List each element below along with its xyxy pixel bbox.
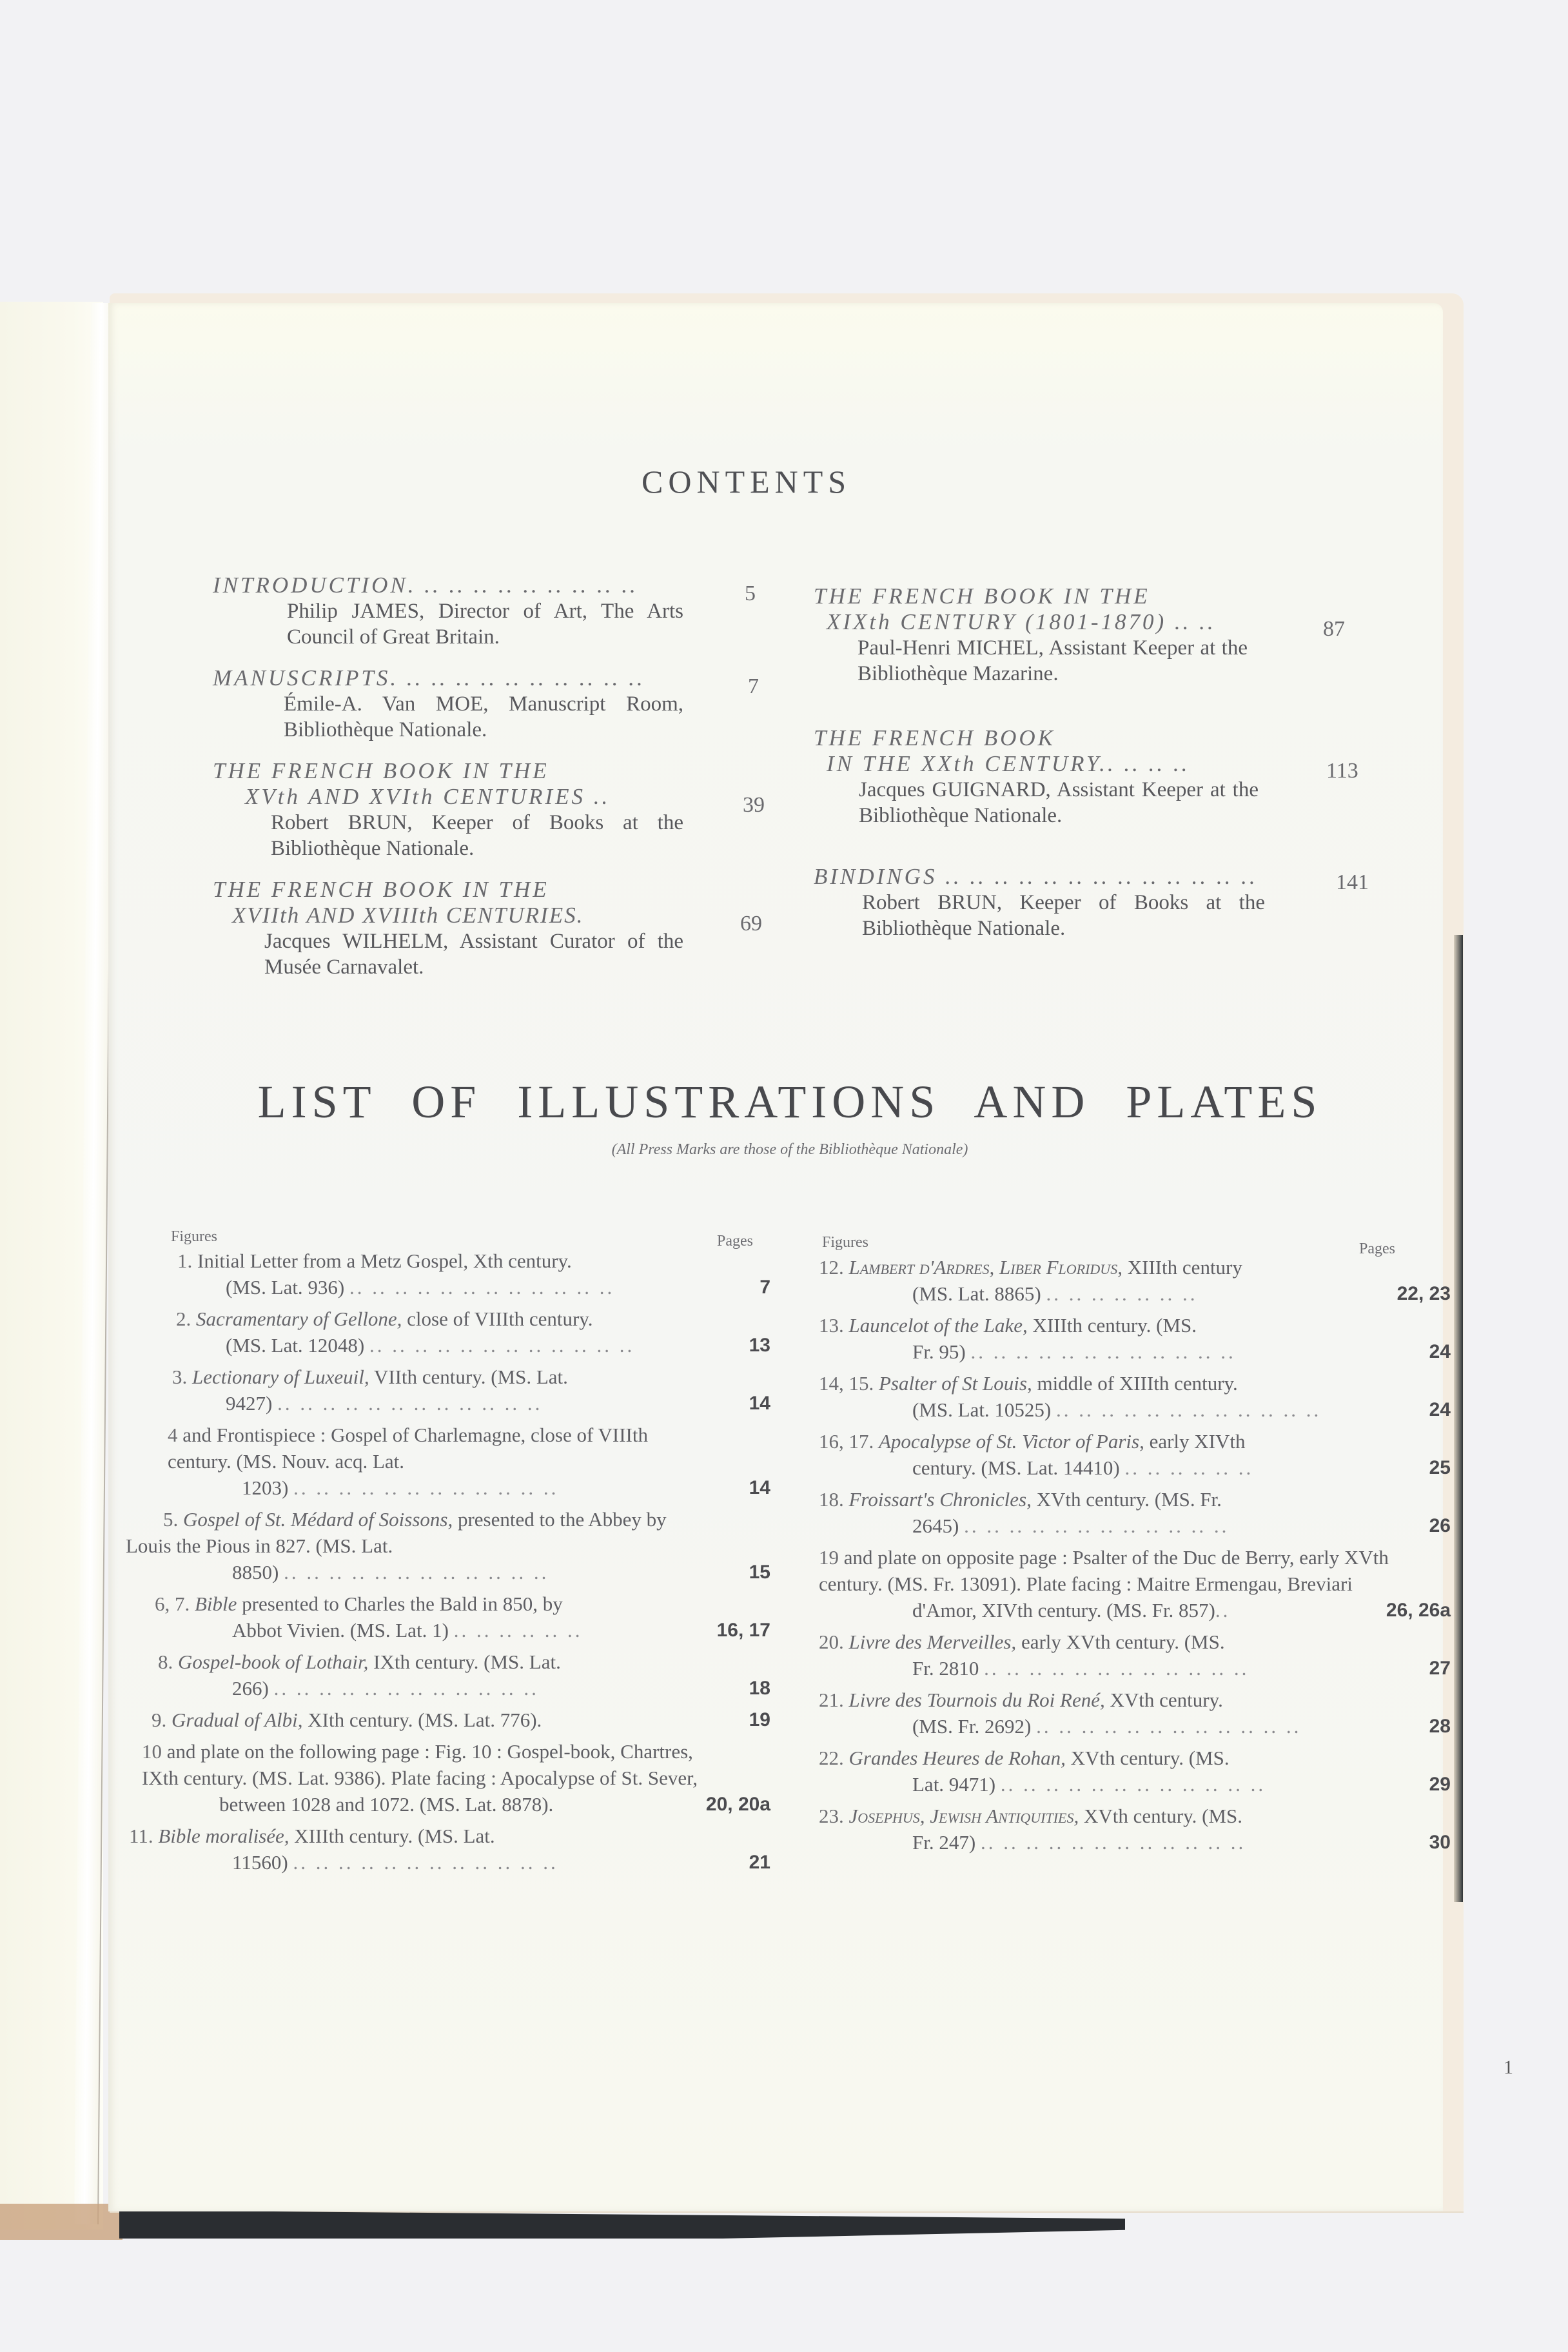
- figure-entry[interactable]: 6, 7. Bible presented to Charles the Bald in 850, by Abbot Vivien. (MS. Lat. 1) .. .. .. .. .. .. 16, 17: [126, 1591, 770, 1643]
- toc-heading: BINDINGS .. .. .. .. .. .. .. .. .. .. .. .. ..: [814, 864, 1258, 889]
- illustrations-title: LIST OF ILLUSTRATIONS AND PLATES: [257, 1076, 1322, 1128]
- figure-entry[interactable]: 10 and plate on the following page : Fig. 10 : Gospel-book, Chartres, IXth century. (MS. Lat. 9386). Plate facing : Apocalypse of St. Sever, between 1028 and 1072. (MS. Lat. 8878). 20, 20a: [126, 1738, 770, 1818]
- figure-entry[interactable]: 5. Gospel of St. Médard of Soissons, presented to the Abbey by Louis the Pious in 827. (MS. Lat. 8850) .. .. .. .. .. .. .. .. .. .. .. .. 15: [126, 1506, 770, 1585]
- figure-entry[interactable]: 3. Lectionary of Luxeuil, VIIth century. (MS. Lat. 9427) .. .. .. .. .. .. .. .. .. .. .. .. 14: [126, 1364, 770, 1416]
- figure-entry[interactable]: 18. Froissart's Chronicles, XVth century. (MS. Fr. 2645) .. .. .. .. .. .. .. .. .. .. .. .. 26: [819, 1486, 1451, 1539]
- toc-page-number: 5: [745, 582, 756, 605]
- toc-author: Philip JAMES, Director of Art, The Arts Council of Great Britain.: [287, 600, 683, 649]
- toc-page-number: 113: [1326, 759, 1358, 783]
- figure-page: 26: [1429, 1515, 1451, 1536]
- toc-entry[interactable]: [213, 758, 774, 861]
- toc-entry[interactable]: [814, 864, 1381, 941]
- figure-entry[interactable]: 11. Bible moralisée, XIIIth century. (MS. Lat. 11560) .. .. .. .. .. .. .. .. .. .. .. .. 21: [126, 1823, 770, 1876]
- toc-heading: THE FRENCH BOOK IN THE XIXth CENTURY (1801-1870) .. ..: [814, 583, 1216, 634]
- figure-page: 27: [1429, 1658, 1451, 1679]
- figure-entry[interactable]: 9. Gradual of Albi, XIth century. (MS. Lat. 776). 19: [126, 1707, 770, 1733]
- figure-entry[interactable]: 13. Launcelot of the Lake, XIIIth century. (MS. Fr. 95) .. .. .. .. .. .. .. .. .. .. .. .. 24: [819, 1312, 1451, 1365]
- figure-page: 26, 26a: [1386, 1600, 1451, 1621]
- figure-page: 14: [749, 1477, 770, 1498]
- toc-author: Robert BRUN, Keeper of Books at the Bibliothèque Nationale.: [271, 811, 683, 860]
- figure-page: 25: [1429, 1457, 1451, 1478]
- figures-column-header: Figures: [822, 1234, 868, 1251]
- figure-page: 7: [760, 1277, 770, 1298]
- figure-page: 29: [1429, 1774, 1451, 1795]
- figure-page: 21: [749, 1852, 770, 1873]
- figure-entry[interactable]: 19 and plate on opposite page : Psalter of the Duc de Berry, early XVth century. (MS. Fr. 13091). Plate facing : Maitre Ermengau, Breviari d'Amor, XIVth century. (MS. Fr. 857).. 26, 26a: [819, 1544, 1451, 1623]
- pages-column-header: Pages: [1359, 1240, 1395, 1257]
- toc-page-number: 39: [743, 793, 765, 817]
- figures-right-column: [819, 1254, 1451, 1861]
- figure-entry[interactable]: 16, 17. Apocalypse of St. Victor of Paris, early XIVth century. (MS. Lat. 14410) .. .. .. .. .. .. 25: [819, 1428, 1451, 1481]
- toc-author: Jacques WILHELM, Assistant Curator of the Musée Carnavalet.: [264, 930, 683, 979]
- figures-left-column: [126, 1248, 770, 1881]
- toc-heading: THE FRENCH BOOK IN THE XVIIth AND XVIIIth CENTURIES.: [213, 877, 584, 928]
- figure-page: 13: [749, 1335, 770, 1356]
- page-folio: 1: [1504, 2057, 1513, 2078]
- toc-heading: THE FRENCH BOOK IN THE XVth AND XVIth CENTURIES ..: [213, 758, 611, 809]
- cover-bottom-edge: [119, 2210, 1125, 2239]
- figure-entry[interactable]: 20. Livre des Merveilles, early XVth century. (MS. Fr. 2810 .. .. .. .. .. .. .. .. .. .. .. .. 27: [819, 1629, 1451, 1681]
- cover-spine-shadow: [1454, 935, 1463, 1902]
- figure-page: 30: [1429, 1832, 1451, 1853]
- toc-page-number: 69: [740, 912, 762, 936]
- toc-heading: THE FRENCH BOOK IN THE XXth CENTURY.. .. .. ..: [814, 725, 1190, 776]
- figure-page: 16, 17: [716, 1620, 770, 1641]
- toc-author: Jacques GUIGNARD, Assistant Keeper at the Bibliothèque Nationale.: [859, 778, 1259, 827]
- figure-entry[interactable]: 23. Josephus, Jewish Antiquities, XVth century. (MS. Fr. 247) .. .. .. .. .. .. .. .. .. .. .. .. 30: [819, 1803, 1451, 1856]
- toc-left-column: [213, 573, 774, 995]
- toc-entry[interactable]: [213, 573, 774, 650]
- figure-entry[interactable]: 4 and Frontispiece : Gospel of Charlemagne, close of VIIIth century. (MS. Nouv. acq. Lat. 1203) .. .. .. .. .. .. .. .. .. .. .. .. 14: [126, 1422, 770, 1501]
- toc-page-number: 87: [1323, 617, 1345, 641]
- toc-entry[interactable]: [814, 583, 1381, 687]
- toc-page-number: 7: [748, 674, 759, 698]
- toc-right-column: [814, 583, 1381, 957]
- figure-entry[interactable]: 22. Grandes Heures de Rohan, XVth century. (MS. Lat. 9471) .. .. .. .. .. .. .. .. .. .. .. .. 29: [819, 1745, 1451, 1798]
- toc-page-number: 141: [1336, 870, 1369, 894]
- figure-entry[interactable]: 2. Sacramentary of Gellone, close of VIIIth century. (MS. Lat. 12048) .. .. .. .. .. .. .. .. .. .. .. .. 13: [126, 1306, 770, 1358]
- toc-author: Robert BRUN, Keeper of Books at the Bibliothèque Nationale.: [862, 891, 1265, 940]
- figure-page: 20, 20a: [705, 1794, 770, 1815]
- pages-column-header: Pages: [717, 1233, 753, 1250]
- toc-heading: INTRODUCTION. .. .. .. .. .. .. .. .. ..: [213, 573, 638, 598]
- figure-entry[interactable]: 8. Gospel-book of Lothair, IXth century. (MS. Lat. 266) .. .. .. .. .. .. .. .. .. .. .. .. 18: [126, 1649, 770, 1701]
- figure-page: 15: [749, 1562, 770, 1583]
- figure-page: 19: [749, 1709, 770, 1730]
- figure-entry[interactable]: 1. Initial Letter from a Metz Gospel, Xth century. (MS. Lat. 936) .. .. .. .. .. .. .. .. .. .. .. .. 7: [126, 1248, 770, 1300]
- cover-corner: [0, 2204, 122, 2240]
- figure-page: 28: [1429, 1716, 1451, 1737]
- toc-entry[interactable]: [213, 665, 774, 743]
- toc-entry[interactable]: [213, 877, 774, 980]
- figure-entry[interactable]: 14, 15. Psalter of St Louis, middle of XIIIth century. (MS. Lat. 10525) .. .. .. .. .. .. .. .. .. .. .. .. 24: [819, 1370, 1451, 1423]
- toc-author: Paul-Henri MICHEL, Assistant Keeper at the Bibliothèque Mazarine.: [858, 636, 1248, 685]
- figure-page: 24: [1429, 1341, 1451, 1362]
- figure-page: 24: [1429, 1399, 1451, 1420]
- figure-page: 18: [749, 1678, 770, 1699]
- figure-page: 14: [749, 1393, 770, 1414]
- toc-author: Émile-A. Van MOE, Manuscript Room, Bibliothèque Nationale.: [284, 692, 683, 741]
- toc-heading: MANUSCRIPTS. .. .. .. .. .. .. .. .. .. ..: [213, 665, 645, 691]
- toc-entry[interactable]: [814, 725, 1381, 828]
- illustrations-subtitle: (All Press Marks are those of the Bibliothèque Nationale): [611, 1141, 968, 1158]
- contents-title: CONTENTS: [642, 464, 852, 500]
- figure-page: 22, 23: [1396, 1283, 1451, 1304]
- figure-entry[interactable]: 21. Livre des Tournois du Roi René, XVth century. (MS. Fr. 2692) .. .. .. .. .. .. .. .. .. .. .. .. 28: [819, 1687, 1451, 1740]
- figure-entry[interactable]: 12. Lambert d'Ardres, Liber Floridus, XIIIth century (MS. Lat. 8865) .. .. .. .. .. .. .. 22, 23: [819, 1254, 1451, 1307]
- figures-column-header: Figures: [171, 1228, 217, 1245]
